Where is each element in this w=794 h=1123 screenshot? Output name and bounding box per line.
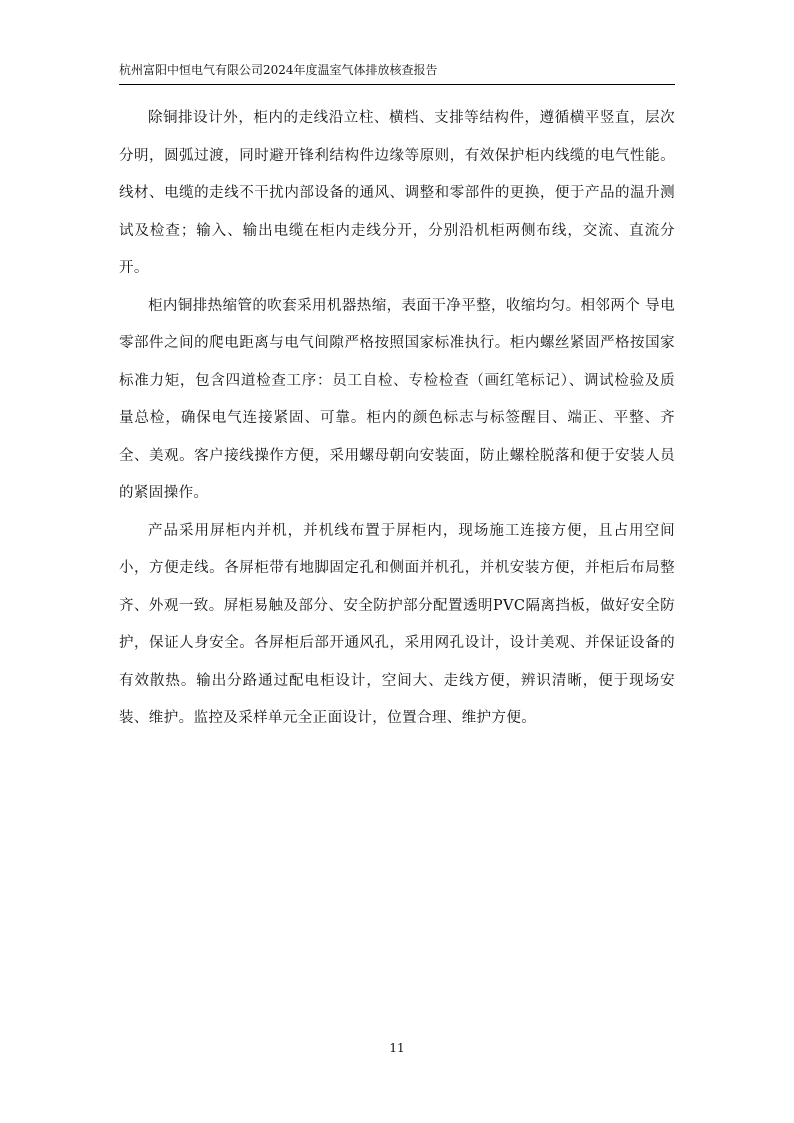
body-text [119, 100, 675, 738]
page-header [119, 62, 675, 85]
paragraph: 产品采用屏柜内并机，并机线布置于屏柜内，现场施工连接方便，且占用空间小，方便走线。各屏柜带有地脚固定孔和侧面并机孔，并机安装方便，并柜后布局整齐、外观一致。屏柜易触及部分、安全防护部分配置透明PVC隔离挡板，做好安全防护，保证人身安全。各屏柜后部开通风孔，采用网孔设计，设计美观、并保证设备的有效散热。输出分路通过配电柜设计，空间大、走线方便，辨识清晰，便于现场安装、维护。监控及采样单元全正面设计，位置合理、维护方便。 [119, 522, 675, 726]
header-title: 杭州富阳中恒电气有限公司2024年度温室气体排放核查报告 [119, 63, 438, 77]
page-number: 11 [389, 1041, 405, 1055]
paragraph: 除铜排设计外，柜内的走线沿立柱、横档、支排等结构件，遵循横平竖直，层次分明，圆弧过渡，同时避开锋利结构件边缘等原则，有效保护柜内线缆的电气性能。线材、电缆的走线不干扰内部设备的通风、调整和零部件的更换，便于产品的温升测试及检查；输入、输出电缆在柜内走线分开，分别沿机柜两侧布线，交流、直流分开。 [119, 110, 675, 276]
paragraph: 柜内铜排热缩管的吹套采用机器热缩，表面干净平整，收缩均匀。相邻两个 导电零部件之间的爬电距离与电气间隙严格按照国家标准执行。柜内螺丝紧固严格按国家标准力矩，包含四道检查工序：员工自检、专检检查（画红笔标记）、调试检验及质量总检，确保电气连接紧固、可靠。柜内的颜色标志与标签醒目、端正、平整、齐全、美观。客户接线操作方便，采用螺母朝向安装面，防止螺栓脱落和便于安装人员的紧固操作。 [119, 297, 675, 501]
